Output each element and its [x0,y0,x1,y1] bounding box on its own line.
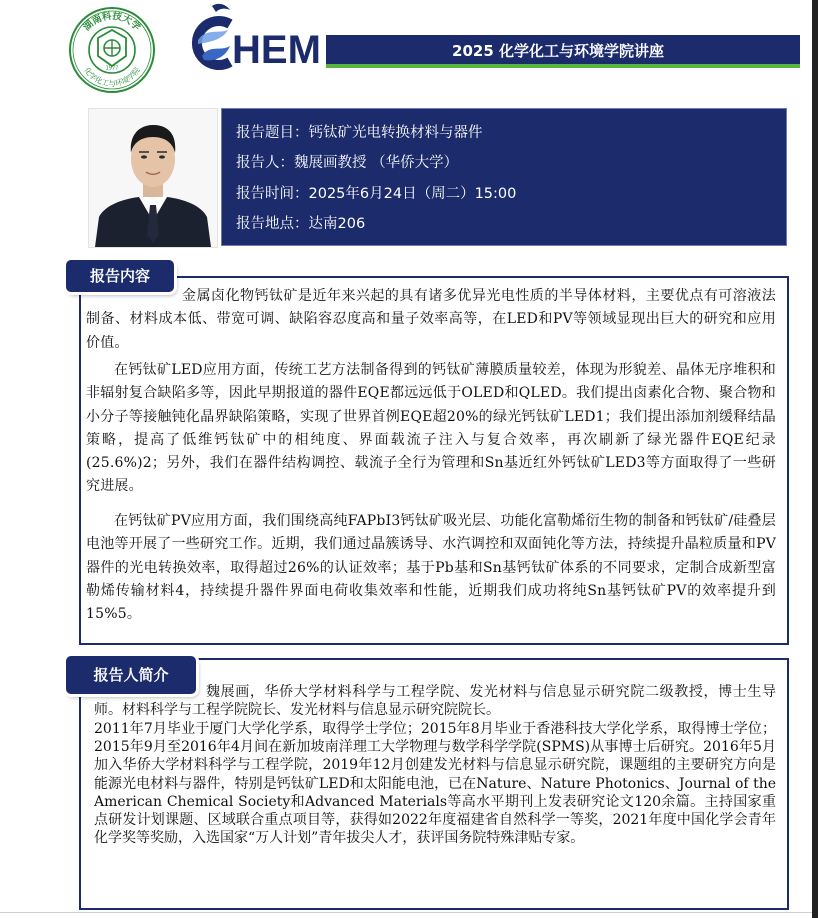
talk-location: 报告地点：达南206 [236,216,366,232]
seal-year: 1977 [105,65,119,72]
talk-time: 报告时间：2025年6月24日（周二）15:00 [236,186,517,202]
banner-title: 2025 化学化工与环境学院讲座 [452,42,664,60]
university-seal-logo [68,6,156,94]
talk-title: 报告题目：钙钛矿光电转换材料与器件 [236,125,483,141]
content-paragraph-2: 在钙钛矿LED应用方面，传统工艺方法制备得到的钙钛矿薄膜质量较差，体现为形貌差、晶体无序堆积和非辐射复合缺陷多等，因此早期报道的器件EQE都远远低于OLED和QLED。我们提出卤素化合物、聚合物和小分子等接触钝化晶界缺陷策略，实现了世界首例EQE超20%的绿光钙钛矿LED1；我们提出添加剂缓释结晶策略，提高了低维钙钛矿中的相纯度、界面载流子注入与复合效率，再次刷新了绿光器件EQE纪录(25.6%)2；另外，我们在器件结构调控、载流子全行为管理和Sn基近红外钙钛矿LED3等方面取得了一些研究进展。 [86,362,776,495]
chem-brand-logo [186,0,336,84]
bio-heading: 报告人简介 [66,656,196,694]
talk-speaker: 报告人：魏展画教授 （华侨大学） [236,155,459,171]
header-banner [326,35,800,68]
talk-info-box [221,108,787,246]
brand-text: HEM [232,28,321,72]
content-paragraph-1: 金属卤化物钙钛矿是近年来兴起的具有诸多优异光电性质的半导体材料，主要优点有可溶液法制备、材料成本低、带宽可调、缺陷容忍度高和量子效率高等，在LED和PV等领域显现出巨大的研究和应用价值。 [86,288,776,351]
bio-paragraph-2: 2011年7月毕业于厦门大学化学系，取得学士学位；2015年8月毕业于香港科技大学化学系，取得博士学位；2015年9月至2016年4月间在新加坡南洋理工大学物理与数学科学学院(SPMS)从事博士后研究。2016年5月加入华侨大学材料科学与工程学院，2019年12月创建发光材料与信息显示研究院，课题组的主要研究方向是能源光电材料与器件，特别是钙钛矿LED和太阳能电池，已在Nature、Nature Photonics、Journal of the American Chemical Society和Advanced Materials等高水平期刊上发表研究论文120余篇。主持国家重点研发计划课题、区域联合重点项目等，获得如2022年度福建省自然科学一等奖，2021年度中国化学会青年化学奖等奖励，入选国家“万人计划”青年拔尖人才，获评国务院特殊津贴专家。 [94,721,776,847]
seal-text-top: 湖南科技大学 [81,10,143,34]
content-paragraph-3: 在钙钛矿PV应用方面，我们围绕高纯FAPbI3钙钛矿吸光层、功能化富勒烯衍生物的制备和钙钛矿/硅叠层电池等开展了一些研究工作。近期，我们通过晶簇诱导、水汽调控和双面钝化等方法，持续提升晶粒质量和PV器件的光电转换效率，取得超过26%的认证效率；基于Pb基和Sn基钙钛矿体系的不同要求，定制合成新型富勒烯传输材料4，持续提升器件界面电荷收集效率和性能，近期我们成功将纯Sn基钙钛矿PV的效率提升到15%5。 [86,513,776,623]
bio-paragraph-1: 魏展画，华侨大学材料科学与工程学院、发光材料与信息显示研究院二级教授，博士生导师。材料科学与工程学院院长、发光材料与信息显示研究院院长。 [94,684,776,719]
speaker-photo [88,108,218,248]
right-edge-bar [812,0,818,918]
content-heading: 报告内容 [66,260,174,292]
bottom-divider [0,912,812,913]
seal-text-bottom: 化学化工与环境学院 [82,65,142,89]
